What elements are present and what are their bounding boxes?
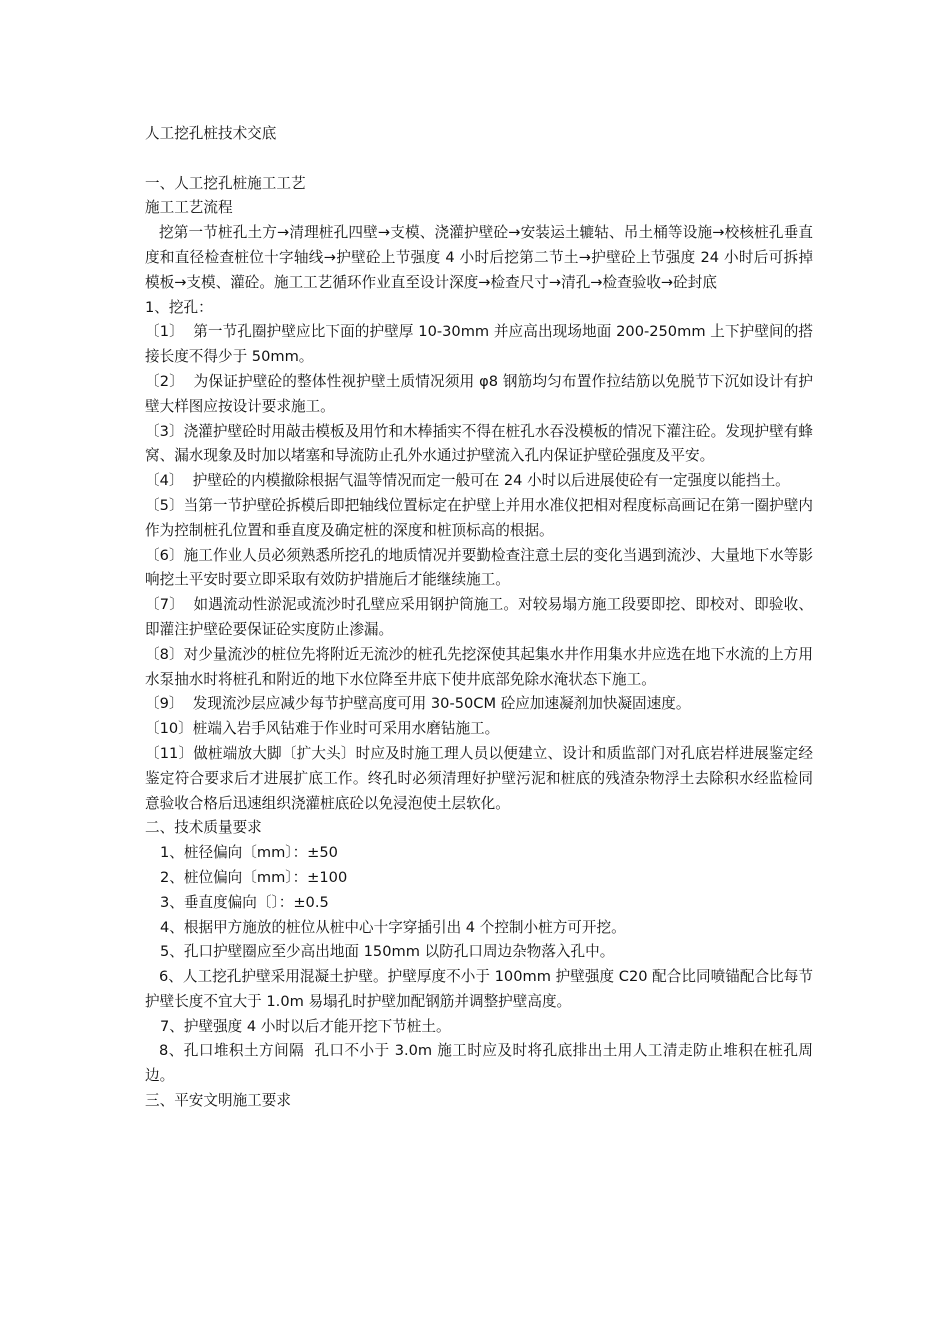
section2-heading: 二、技术质量要求 — [145, 819, 262, 837]
dig-item-1: 〔1〕 第一节孔圈护壁应比下面的护壁厚 10-30mm 并应高出现场地面 200-250mm 上下护壁间的搭接长度不得少于 50mm。 — [145, 323, 813, 366]
section3-heading: 三、平安文明施工要求 — [145, 1092, 291, 1110]
quality-item-5: 5、孔口护壁圈应至少高出地面 150mm 以防孔口周边杂物落入孔中。 — [160, 943, 615, 961]
dig-item-9: 〔9〕 发现流沙层应减少每节护壁高度可用 30-50CM 砼应加速凝剂加快凝固速度。 — [145, 695, 691, 713]
section1-subheading: 施工工艺流程 — [145, 199, 233, 217]
quality-item-6: 6、人工挖孔护壁采用混凝土护壁。护壁厚度不小于 100mm 护壁强度 C20 配合比同喷锚配合比每节护壁长度不宜大于 1.0m 易塌孔时护壁加配钢筋并调整护壁高度。 — [145, 968, 813, 1010]
dig-item-5: 〔5〕当第一节护壁砼拆模后即把轴线位置标定在护壁上并用水准仪把相对程度标高画记在第一圈护壁内 作为控制桩孔位置和垂直度及确定桩的深度和桩顶标高的根据。 — [145, 496, 823, 539]
quality-item-7: 7、护壁强度 4 小时以后才能开挖下节桩土。 — [160, 1017, 451, 1035]
dig-item-2: 〔2〕 为保证护壁砼的整体性视护壁土质情况须用 φ8 钢筋均匀布置作拉结筋以免脱节下沉如设计有护 壁大样图应按设计要求施工。 — [145, 372, 823, 415]
process-flow-paragraph: 挖第一节桩孔土方→清理桩孔四壁→支模、浇灌护壁砼→安装运土辘轱、吊土桶等设施→校核桩孔垂直度和直径检查桩位十字轴线→护壁砼上节强度 4 小时后挖第二节土→护壁砼上节强度 24 小时后可拆掉模板→支模、灌砼。施工工艺循环作业直至设计深度→检查尺寸→清孔→检查验收→砼封底 — [145, 224, 813, 291]
quality-item-1: 1、桩径偏向〔mm〕：±50 — [160, 844, 338, 862]
document-page — [145, 122, 823, 1114]
dig-item-4: 〔4〕 护壁砼的内模撤除根据气温等情况而定一般可在 24 小时以后进展使砼有一定强度以能挡土。 — [145, 472, 790, 490]
quality-item-2: 2、桩位偏向〔mm〕：±100 — [160, 868, 348, 886]
section1-heading: 一、人工挖孔桩施工工艺 — [145, 174, 306, 192]
dig-item-10: 〔10〕桩端入岩手风钻难于作业时可采用水磨钻施工。 — [145, 720, 500, 738]
quality-item-3: 3、垂直度偏向〔〕：±0.5 — [160, 893, 329, 911]
quality-item-8: 8、孔口堆积土方间隔 孔口不小于 3.0m 施工时应及时将孔底排出土用人工清走防止堆积在桩孔周边。 — [145, 1042, 813, 1085]
dig-item-11: 〔11〕做桩端放大脚〔扩大头〕时应及时施工理人员以便建立、设计和质监部门对孔底岩样进展鉴定经鉴定符合要求后才进展扩底工作。终孔时必须清理好护壁污泥和桩底的残渣杂物浮土去除积水经监检同意验收合格后迅速组织浇灌桩底砼以免浸泡使土层软化。 — [145, 744, 813, 812]
blank-line — [145, 147, 813, 172]
dig-item-6: 〔6〕施工作业人员必须熟悉所挖孔的地质情况并要勤检查注意土层的变化当遇到流沙、大量地下水等影响挖土平安时要立即采取有效防护措施后才能继续施工。 — [145, 546, 813, 589]
quality-item-4: 4、根据甲方施放的桩位从桩中心十字穿插引出 4 个控制小桩方可开挖。 — [160, 918, 626, 936]
dig-item-8: 〔8〕对少量流沙的桩位先将附近无流沙的桩孔先挖深使其起集水井作用集水井应选在地下水流的上方用水泵抽水时将桩孔和附近的地下水位降至井底下使井底部免除水淹状态下施工。 — [145, 645, 813, 688]
dig-item-3: 〔3〕浇灌护壁砼时用敲击模板及用竹和木棒插实不得在桩孔水吞没模板的情况下灌注砼。发现护壁有蜂窝、漏水现象及时加以堵塞和导流防止孔外水通过护壁流入孔内保证护壁砼强度及平安。 — [145, 422, 813, 465]
dig-item-7: 〔7〕 如遇流动性淤泥或流沙时孔壁应采用钢护筒施工。对较易塌方施工段要即挖、即校对、即验收、即灌注护壁砼要保证砼实度防止渗漏。 — [145, 596, 813, 638]
document-title: 人工挖孔桩技术交底 — [145, 125, 277, 142]
dig-heading: 1、挖孔： — [145, 298, 213, 316]
